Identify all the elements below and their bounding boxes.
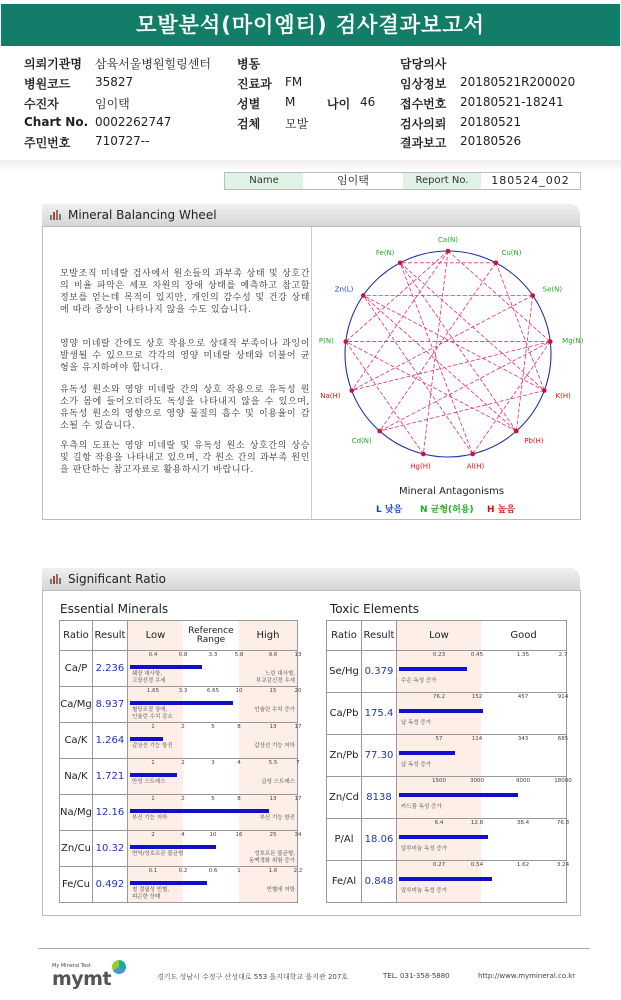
toxic-row xyxy=(327,819,567,861)
antagonism-line xyxy=(496,263,544,391)
ess-header-ref: Reference Range xyxy=(188,626,234,645)
tick-label: 343 xyxy=(517,736,529,742)
footer-rule xyxy=(38,948,590,949)
wheel-node-label: K(H) xyxy=(555,391,571,400)
report-no-value: 180524_002 xyxy=(491,174,570,187)
tox-result: 175.4 xyxy=(362,693,397,735)
patient-label: 수진자 xyxy=(24,97,59,111)
ess-result: 10.32 xyxy=(92,831,127,867)
tox-header-result: Result xyxy=(362,621,397,651)
tick-label: 1.62 xyxy=(516,862,530,868)
hospital-label: 의뢰기관명 xyxy=(24,57,82,71)
tick-label: 38.4 xyxy=(516,820,530,826)
high-note: 인슐린 수치 증가 xyxy=(254,707,295,713)
tick-label: 8 xyxy=(237,724,241,730)
wheel-circle xyxy=(345,251,551,457)
ess-range-cell xyxy=(127,687,302,723)
tick-label: 10 xyxy=(235,688,243,694)
ratio-bar xyxy=(130,809,269,813)
request-value: 20180521 xyxy=(460,115,522,129)
tox-result: 0.848 xyxy=(362,861,397,903)
tick-label: 20 xyxy=(294,688,302,694)
ratio-bar xyxy=(399,667,467,671)
tick-label: 57 xyxy=(435,736,443,742)
specimen-label: 검체 xyxy=(237,117,261,131)
wheel-node xyxy=(470,452,475,457)
toxic-row xyxy=(327,777,567,819)
toxic-row xyxy=(327,735,567,777)
name-value: 임이택 xyxy=(337,174,369,187)
wheel-node xyxy=(494,260,499,265)
tick-label: 13 xyxy=(269,796,277,802)
essential-row xyxy=(60,687,298,723)
tick-label: 685 xyxy=(557,736,569,742)
essential-header-row xyxy=(60,621,298,651)
toxic-row xyxy=(327,861,567,903)
essential-row xyxy=(60,795,298,831)
tox-ratio: Se/Hg xyxy=(327,651,362,693)
age-value: 46 xyxy=(360,95,376,109)
essential-row xyxy=(60,723,298,759)
toxic-table xyxy=(326,620,572,903)
tick-label: 1.6 xyxy=(268,868,278,874)
footer-address: 경기도 성남시 수정구 산성대로 553 을지대학교 을지관 207호 xyxy=(157,973,349,981)
ess-ratio: Fe/Cu xyxy=(60,867,93,903)
tick-label: 3.24 xyxy=(556,862,570,868)
tick-label: 13 xyxy=(269,724,277,730)
wheel-section-header xyxy=(42,204,580,226)
doctor-label: 담당의사 xyxy=(400,57,447,71)
tick-label: 18000 xyxy=(554,778,572,784)
ratio-bar xyxy=(399,751,455,755)
tox-ratio: P/Al xyxy=(327,819,362,861)
tick-label: 15 xyxy=(269,688,277,694)
tick-label: 10 xyxy=(209,832,217,838)
low-note: 철 결핍성 빈혈, 피곤한 상태 xyxy=(131,887,170,900)
ward-label: 병동 xyxy=(237,57,261,71)
wheel-node-label: Hg(H) xyxy=(410,462,431,471)
wheel-node-label: Mg(N) xyxy=(562,337,584,346)
low-note: 췌장 대사항, 고장선경 우세 xyxy=(131,671,166,684)
patient-value: 임이택 xyxy=(95,97,130,111)
tox-ratio: Zn/Pb xyxy=(327,735,362,777)
wheel-node xyxy=(514,429,519,434)
tick-label: 17 xyxy=(294,724,302,730)
name-label: Name xyxy=(225,173,303,189)
ess-ratio: Ca/P xyxy=(60,651,93,687)
wheel-paragraph-2: 영양 미네랄 간에도 상호 작용으로 상대적 부족이나 과잉이 발생될 수 있으므로 각각의 영양 미네랄 상태와 더불어 균형을 유지하여야 합니다. xyxy=(60,339,310,373)
low-note: 혈당조절 장애, 인슐린 수치 감소 xyxy=(131,707,173,720)
essential-row xyxy=(60,831,298,867)
tox-ratio: Zn/Cd xyxy=(327,777,362,819)
tox-result: 0.379 xyxy=(362,651,397,693)
wheel-node-label: Cd(N) xyxy=(351,437,372,446)
wheel-section-title: Mineral Balancing Wheel xyxy=(68,208,217,222)
antagonism-line xyxy=(346,342,517,432)
header-separator xyxy=(0,160,621,169)
legend-high: H 높음 xyxy=(487,505,516,515)
tox-range-cell xyxy=(397,651,567,693)
antagonism-line xyxy=(400,263,544,391)
ess-result: 12.16 xyxy=(92,795,127,831)
request-label: 검사의뢰 xyxy=(400,117,447,131)
tick-label: 4 xyxy=(181,832,185,838)
ess-ratio: Zn/Cu xyxy=(60,831,93,867)
tox-range-cell xyxy=(397,819,570,861)
tick-label: 0.1 xyxy=(148,868,158,874)
tick-label: 2.2 xyxy=(293,868,303,874)
essential-title: Essential Minerals xyxy=(60,602,169,616)
tick-label: 914 xyxy=(557,694,569,700)
ratio-bar xyxy=(399,835,488,839)
ess-result: 1.264 xyxy=(92,723,127,759)
age-label: 나이 xyxy=(327,97,351,111)
legend-low: L 낮음 xyxy=(376,505,403,515)
tox-result: 8138 xyxy=(362,777,397,819)
wheel-node-label: Fe(N) xyxy=(375,249,395,258)
tick-label: 13 xyxy=(294,652,302,658)
high-note: 갑상선 기능 저하 xyxy=(254,743,295,749)
tick-label: 6.4 xyxy=(434,820,444,826)
antagonism-line xyxy=(380,342,551,432)
tox-header-range xyxy=(397,621,567,651)
toxic-header-row xyxy=(327,621,567,651)
essential-row xyxy=(60,867,298,903)
wheel-node-label: Ca(N) xyxy=(438,236,458,244)
ratio-bar xyxy=(130,845,216,849)
low-note: 갑상선 기능 항진 xyxy=(131,743,173,749)
ess-ratio: Ca/Mg xyxy=(60,687,93,723)
antagonism-line xyxy=(516,295,532,431)
essential-table xyxy=(59,620,303,903)
wheel-title: Mineral Antagonisms xyxy=(399,486,505,497)
tick-label: 6.65 xyxy=(206,688,220,694)
tick-label: 1500 xyxy=(432,778,446,784)
wheel-node xyxy=(398,260,403,265)
chart-label: Chart No. xyxy=(24,115,89,129)
tick-label: 2 xyxy=(181,724,185,730)
bar-chart-icon xyxy=(50,574,62,584)
tox-ratio: Fe/Al xyxy=(327,861,362,903)
ratio-bar xyxy=(399,793,518,797)
low-note: 면역/성호르몬 불균형 xyxy=(131,851,184,857)
low-note: 수은 독성 증가 xyxy=(401,678,437,684)
ess-header-ratio: Ratio xyxy=(60,621,93,651)
report-value: 20180526 xyxy=(460,134,522,148)
essential-row xyxy=(60,759,298,795)
tick-label: 1 xyxy=(151,796,155,802)
code-label: 병원코드 xyxy=(24,77,71,91)
ess-ratio: Na/Mg xyxy=(60,795,93,831)
antagonism-line xyxy=(400,263,516,431)
ess-header-high: High xyxy=(239,621,297,650)
ess-ratio: Ca/K xyxy=(60,723,93,759)
tick-label: 5.8 xyxy=(234,652,244,658)
tox-range-cell xyxy=(397,693,567,735)
wheel-paragraph-1: 모발조직 미네랄 검사에서 원소들의 과부족 상태 및 상호간의 비율 파악은 세포 차원의 장애 상태를 예측하고 참고할 정보를 얻는데 목적이 있지만, 개인의 감수성 및 건강 상태에 따라 증상이 나타나지 않을 수도 있습니다. xyxy=(60,269,310,315)
ess-range-cell xyxy=(127,795,302,831)
tick-label: 2 xyxy=(151,832,155,838)
report-label: 결과보고 xyxy=(400,136,447,150)
wheel-divider xyxy=(311,227,312,519)
ess-range-cell xyxy=(127,759,300,795)
tox-header-good: Good xyxy=(510,630,537,641)
wheel-node xyxy=(421,452,426,457)
id-value: 710727-- xyxy=(95,134,150,148)
hospital-value: 삼육서울병원힐링센터 xyxy=(95,57,211,71)
bar-chart-icon xyxy=(50,210,62,220)
ess-result: 8.937 xyxy=(92,687,127,723)
name-block xyxy=(224,172,581,190)
toxic-row xyxy=(327,651,567,693)
footer-logo: mymt xyxy=(52,968,112,990)
wheel-node-label: Se(N) xyxy=(542,285,563,294)
tick-label: 1 xyxy=(237,868,241,874)
tick-label: 0.27 xyxy=(432,862,446,868)
footer-logo-tagline: My Mineral Test xyxy=(52,963,91,969)
tick-label: 0.6 xyxy=(208,868,218,874)
tick-label: 3 xyxy=(211,760,215,766)
tox-range-cell xyxy=(397,777,572,819)
ratio-bar xyxy=(130,737,163,741)
wheel-node xyxy=(530,293,535,298)
wheel-node-label: P(N) xyxy=(318,337,334,346)
tox-header-ratio: Ratio xyxy=(327,621,362,651)
low-note: 납 독성 증가 xyxy=(401,720,432,726)
code-value: 35827 xyxy=(95,75,134,89)
low-note: 알루미늄 독성 증가 xyxy=(401,888,448,894)
wheel-node xyxy=(349,388,354,393)
ess-range-cell xyxy=(127,831,302,867)
ess-ratio: Na/K xyxy=(60,759,93,795)
wheel-node xyxy=(377,429,382,434)
tick-label: 1.65 xyxy=(146,688,160,694)
tick-label: 0.8 xyxy=(178,652,188,658)
tick-label: 9.6 xyxy=(268,652,278,658)
tick-label: 7 xyxy=(296,760,300,766)
ratio-bar xyxy=(130,701,233,705)
antagonism-line xyxy=(363,295,544,390)
tick-label: 25 xyxy=(269,832,277,838)
wheel-node xyxy=(548,339,553,344)
tox-range-cell xyxy=(397,735,567,777)
wheel-paragraph-4: 우측의 도표는 영양 미네랄 및 유독성 원소 상호간의 상승 및 길항 작용을 나타내고 있으며, 각 원소 간의 과부족 원인을 판단하는 참고자료로 활용하시기 바랍니다. xyxy=(60,441,310,475)
tick-label: 114 xyxy=(471,736,483,742)
receipt-label: 접수번호 xyxy=(400,97,447,111)
ratio-section-header xyxy=(42,568,580,590)
tick-label: 3.3 xyxy=(208,652,218,658)
ess-header-range xyxy=(127,621,297,651)
tick-label: 0.54 xyxy=(470,862,484,868)
tick-label: 34 xyxy=(294,832,302,838)
chart-value: 0002262747 xyxy=(95,115,172,129)
tox-range-cell xyxy=(397,861,570,903)
tick-label: 0.2 xyxy=(178,868,188,874)
tick-label: 76.8 xyxy=(556,820,570,826)
tox-header-low: Low xyxy=(397,621,481,650)
tick-label: 9000 xyxy=(516,778,530,784)
tick-label: 0.4 xyxy=(148,652,158,658)
tick-label: 457 xyxy=(517,694,529,700)
wheel-paragraph-3: 유독성 원소와 영양 미네랄 간의 상호 작용으로 유독성 원소가 몸에 들어오더라도 독성을 나타내지 않을 수 있으며, 유독성 원소의 영향으로 영양 물질의 흡수 및 이용율이 감소될 수 있습니다. xyxy=(60,385,310,431)
footer-tel: TEL. 031-358-5880 xyxy=(383,972,450,980)
tick-label: 2 xyxy=(181,760,185,766)
toxic-row xyxy=(327,693,567,735)
logo-mark-icon xyxy=(112,960,126,974)
essential-row xyxy=(60,651,298,687)
wheel-node-label: Al(H) xyxy=(466,462,485,471)
low-note: 만성 스트레스 xyxy=(131,779,166,785)
tick-label: 3000 xyxy=(470,778,484,784)
wheel-node-label: Na(H) xyxy=(320,391,341,400)
toxic-title: Toxic Elements xyxy=(330,602,420,616)
specimen-value: 모발 xyxy=(285,117,309,131)
tick-label: 1.35 xyxy=(516,652,530,658)
clinical-value: 20180521R200020 xyxy=(460,75,576,89)
dept-label: 진료과 xyxy=(237,77,272,91)
ess-result: 0.492 xyxy=(92,867,127,903)
antagonism-line xyxy=(352,342,551,391)
legend-normal: N 균형(허용) xyxy=(420,505,474,515)
wheel-node xyxy=(542,388,547,393)
wheel-node xyxy=(361,293,366,298)
high-note: 느린 대사형, 부교감신경 우세 xyxy=(256,671,295,684)
tick-label: 17 xyxy=(294,796,302,802)
high-note: 부신 기능 항진 xyxy=(259,815,295,821)
sex-label: 성별 xyxy=(237,97,261,111)
clinical-label: 임상정보 xyxy=(400,77,447,91)
tick-label: 152 xyxy=(471,694,483,700)
ess-header-result: Result xyxy=(92,621,127,651)
high-note: 성호르몬 불균형, 동맥경화 위험 증가 xyxy=(248,851,295,864)
mineral-antagonism-wheel xyxy=(313,228,584,518)
ess-header-low: Low xyxy=(128,621,183,650)
footer-url[interactable]: http://www.mymineral.co.kr xyxy=(478,972,576,980)
ratio-bar xyxy=(130,881,207,885)
tick-label: 2 xyxy=(181,796,185,802)
wheel-node-label: Pb(H) xyxy=(524,437,544,446)
id-label: 주민번호 xyxy=(24,136,71,150)
tick-label: 8 xyxy=(237,796,241,802)
ratio-bar xyxy=(130,773,177,777)
tox-result: 18.06 xyxy=(362,819,397,861)
ess-range-cell xyxy=(127,867,303,903)
tick-label: 5 xyxy=(211,796,215,802)
tick-label: 16 xyxy=(235,832,243,838)
ratio-bar xyxy=(399,877,492,881)
wheel-node xyxy=(343,339,348,344)
ratio-bar xyxy=(399,709,483,713)
ratio-bar xyxy=(130,665,202,669)
low-note: 납 독성 증가 xyxy=(401,762,432,768)
low-note: 카드뮴 독성 증가 xyxy=(401,804,442,810)
ess-result: 2.236 xyxy=(92,651,127,687)
tick-label: 3.3 xyxy=(178,688,188,694)
antagonism-line xyxy=(380,263,496,431)
wheel-node-label: Zn(L) xyxy=(334,285,354,294)
low-note: 부신 기능 저하 xyxy=(131,815,168,821)
dept-value: FM xyxy=(285,75,303,89)
ess-range-cell xyxy=(127,723,302,759)
tick-label: 5 xyxy=(211,724,215,730)
low-note: 알루미늄 독성 증가 xyxy=(401,846,448,852)
tox-result: 77.30 xyxy=(362,735,397,777)
tick-label: 2.7 xyxy=(558,652,568,658)
tick-label: 0.45 xyxy=(470,652,484,658)
antagonism-line xyxy=(352,251,448,391)
receipt-value: 20180521-18241 xyxy=(460,95,564,109)
antagonism-line xyxy=(400,263,473,454)
wheel-node xyxy=(446,249,451,254)
tick-label: 1 xyxy=(151,760,155,766)
ratio-section-title: Significant Ratio xyxy=(68,572,166,586)
wheel-node-label: Cu(N) xyxy=(501,249,522,258)
sex-value: M xyxy=(285,95,296,109)
ess-range-cell xyxy=(127,651,302,687)
tick-label: 1 xyxy=(151,724,155,730)
ess-result: 1.721 xyxy=(92,759,127,795)
tick-label: 76.2 xyxy=(432,694,446,700)
high-note: 빈혈에 저항 xyxy=(266,887,295,893)
tick-label: 0.23 xyxy=(432,652,446,658)
high-note: 급성 스트레스 xyxy=(261,779,295,785)
report-title: 모발분석(마이엠티) 검사결과보고서 xyxy=(1,4,620,46)
tick-label: 5.5 xyxy=(268,760,278,766)
report-no-label: Report No. xyxy=(403,173,481,189)
tick-label: 12.8 xyxy=(470,820,484,826)
tox-ratio: Ca/Pb xyxy=(327,693,362,735)
tick-label: 4 xyxy=(237,760,241,766)
